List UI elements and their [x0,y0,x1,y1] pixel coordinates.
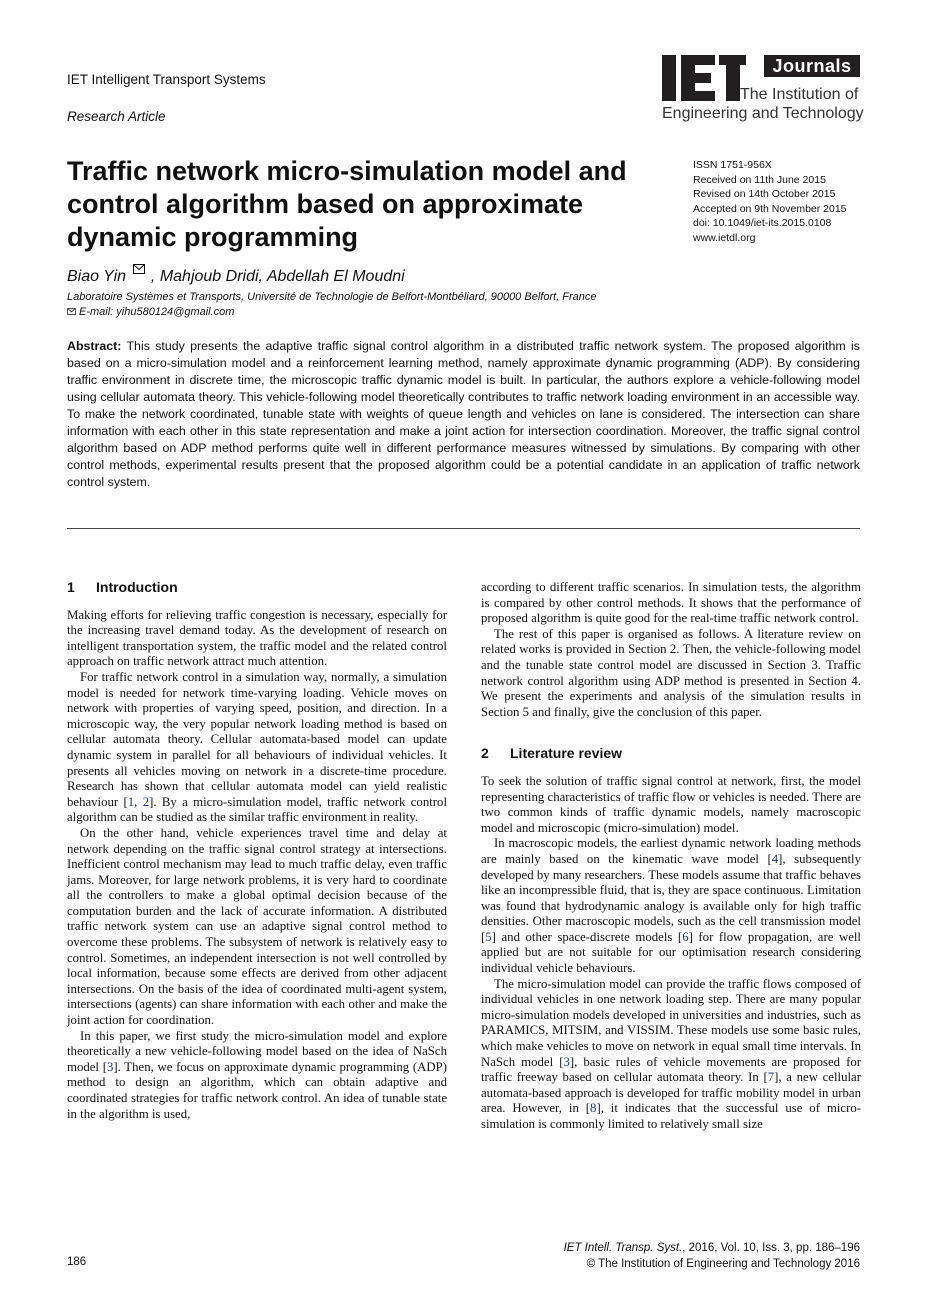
abstract-label: Abstract: [67,339,122,353]
logo-journals-label: Journals [764,55,860,77]
citation-link[interactable]: 7 [767,1070,775,1085]
citation-link[interactable]: 3 [106,1059,114,1074]
citation-link[interactable]: 5 [485,929,492,944]
article-type: Research Article [67,109,166,124]
received-date: Received on 11th June 2015 [693,173,826,186]
email-text[interactable]: E-mail: yihu580124@gmail.com [79,306,235,318]
journal-name: IET Intelligent Transport Systems [67,72,266,87]
journal-citation: IET Intell. Transp. Syst., 2016, Vol. 10, Iss. 3, pp. 186–196 [563,1242,860,1254]
abstract-divider [67,528,860,529]
left-column [67,580,447,1122]
section-title: Literature review [510,745,623,762]
website-link[interactable]: www.ietdl.org [693,231,756,244]
affiliation: Laboratoire Systèmes et Transports, Université de Technologie de Belfort-Montbéliard, 90000 Belfort, France [67,291,597,303]
article-meta [693,158,847,245]
copyright: © The Institution of Engineering and Technology 2016 [586,1258,860,1270]
section-title: Introduction [96,579,178,595]
paragraph: On the other hand, vehicle experiences travel time and delay at network depending on the traffic signal control strategy at intersections. Inefficient control mechanism may lead to much traffic delay, even traffic jams. Moreover, for large network problems, it is very hard to coordinate all the controllers to make a global optimal decision because of the computation burden and the lack of accurate information. A distributed traffic network system can use an adaptive signal control method to overcome these problems. The subsystem of network is relatively easy to control. Sometimes, an independent intersection is not well controlled by local information, because some effects are derived from other adjacent intersections. On the basis of the idea of coordinated multi-agent system, intersections (agents) can share information with each other and make the joint action for coordination. [67,825,447,1028]
section-number: 1 [67,579,75,595]
footer-citation [500,1240,860,1272]
citation-link[interactable]: 8 [590,1101,597,1116]
paragraph: In macroscopic models, the earliest dynamic network loading methods are mainly based on the kinematic wave model [4], subsequently developed by many researchers. These models assume that traffic behaves like an incompressible fluid, that is, they are space continuous. Limitation was found that hydrodynamic analogy is available only for high traffic densities. Other macroscopic models, such as the cell transmission model [5] and other space-discrete models [6] for flow propagation, are well applied but are not suitable for our optimisation research considering individual vehicle behaviours. [481,836,861,976]
article-title: Traffic network micro-simulation model and control algorithm based on approximate dynamic programming [67,156,627,252]
issn: ISSN 1751-956X [693,159,772,171]
abstract [67,338,860,491]
envelope-icon[interactable] [133,264,145,274]
corresponding-email[interactable] [67,306,234,318]
page-number: 186 [67,1256,87,1268]
paragraph: The micro-simulation model can provide the traffic flows composed of individual vehicles in one network loading step. There are many popular micro-simulation models developed in universities and industries, such as PARAMICS, MITSIM, and VISSIM. These models use some basic rules, which make vehicles to move on network in equal small time intervals. In NaSch model [3], basic rules of vehicle movements are proposed for traffic freeway based on cellular automata theory. In [7], a new cellular automata-based approach is developed for traffic mobility model in urban area. However, in [8], it indicates that the successful use of micro-simulation is commonly limited to relatively small size [481,976,862,1131]
revised-date: Revised on 14th October 2015 [693,188,836,200]
logo-institution-line: The Institution of [740,86,859,103]
section-number: 2 [481,745,489,762]
iet-letters-logo [662,55,746,101]
author-corresponding: Biao Yin [67,268,127,285]
citation-link[interactable]: 3 [563,1054,570,1069]
author-others: , Mahjoub Dridi, Abdellah El Moudni [150,268,405,285]
citation-link[interactable]: 2 [142,794,150,809]
citation-link[interactable]: 4 [771,851,779,866]
paragraph: In this paper, we first study the micro-simulation model and explore theoretically a new vehicle-following model based on the idea of NaSch model [3]. Then, we focus on approximate dynamic programming (ADP) method to design an algorithm, which can obtain adaptive and coordinated strategies for traffic network control. An idea of tunable state in the algorithm is used, [67,1028,448,1121]
envelope-small-icon [67,308,76,315]
author-list [67,264,405,286]
right-column [481,580,861,1133]
paragraph: according to different traffic scenarios. In simulation tests, the algorithm is compared by other control methods. It shows that the performance of proposed algorithm is quite good for the real-time traffic network control. [481,580,861,626]
paragraph: Making efforts for relieving traffic congestion is necessary, especially for the increasing travel demand today. As the development of research on intelligent transportation system, the traffic model and the related control approach on traffic network attract much attention. [67,607,447,669]
abstract-text: This study presents the adaptive traffic signal control algorithm in a distributed traffic network system. The proposed algorithm is based on a micro-simulation model and a reinforcement learning method, namely approximate dynamic programming (ADP). By considering traffic environment in discrete time, the microscopic traffic dynamic model is built. In particular, the authors explore a vehicle-following model using cellular automata theory. This vehicle-following model theoretically contributes to traffic network loading environment in an accessible way. To make the network coordinated, tunable state with weights of queue length and vehicles on lane is considered. The intersection can share information with each other in this state representation and make a joint action for intersection coordination. Moreover, the traffic signal control algorithm based on ADP method performs quite well in different performance measures witnessed by simulations. By comparing with other control methods, experimental results present that the proposed algorithm could be a potential candidate in an application of traffic network control system. [67,339,860,489]
section-heading-literature-review [481,746,861,762]
logo-engineering-line: Engineering and Technology [662,105,864,122]
accepted-date: Accepted on 9th November 2015 [693,202,847,215]
citation-link[interactable]: 6 [682,929,689,944]
paragraph: To seek the solution of traffic signal control at network, first, the model representing characteristics of traffic flow or vehicles is needed. There are two common kinds of traffic dynamic models, namely macroscopic model and microscopic (micro-simulation) model. [481,773,861,835]
citation-link[interactable]: 1 [127,794,135,809]
paragraph: The rest of this paper is organised as follows. A literature review on related works is provided in Section 2. Then, the vehicle-following model and the tunable state control model are discussed in Section 3. Traffic network control algorithm using ADP method is presented in Section 4. We present the experiments and analysis of the simulation results in Section 5 and finally, give the conclusion of this paper. [481,626,861,719]
doi-link[interactable]: doi: 10.1049/iet-its.2015.0108 [693,217,832,229]
section-heading-introduction [67,580,447,596]
iet-logo[interactable] [662,55,862,127]
paragraph: For traffic network control in a simulation way, normally, a simulation model is needed for network time-varying loading. Vehicle moves on network with properties of varying speed, position, and direction. In a microscopic way, the very popular network loading method is based on cellular automata theory. Cellular automata-based model can update dynamic system in parallel for all behaviours of individual vehicles. It presents all vehicles moving on network in a discrete-time procedure. Research has shown that cellular automata model can yield realistic behaviour [1, 2]. By a micro-simulation model, traffic network control algorithm can be studied as the similar traffic environment in reality. [67,669,447,825]
